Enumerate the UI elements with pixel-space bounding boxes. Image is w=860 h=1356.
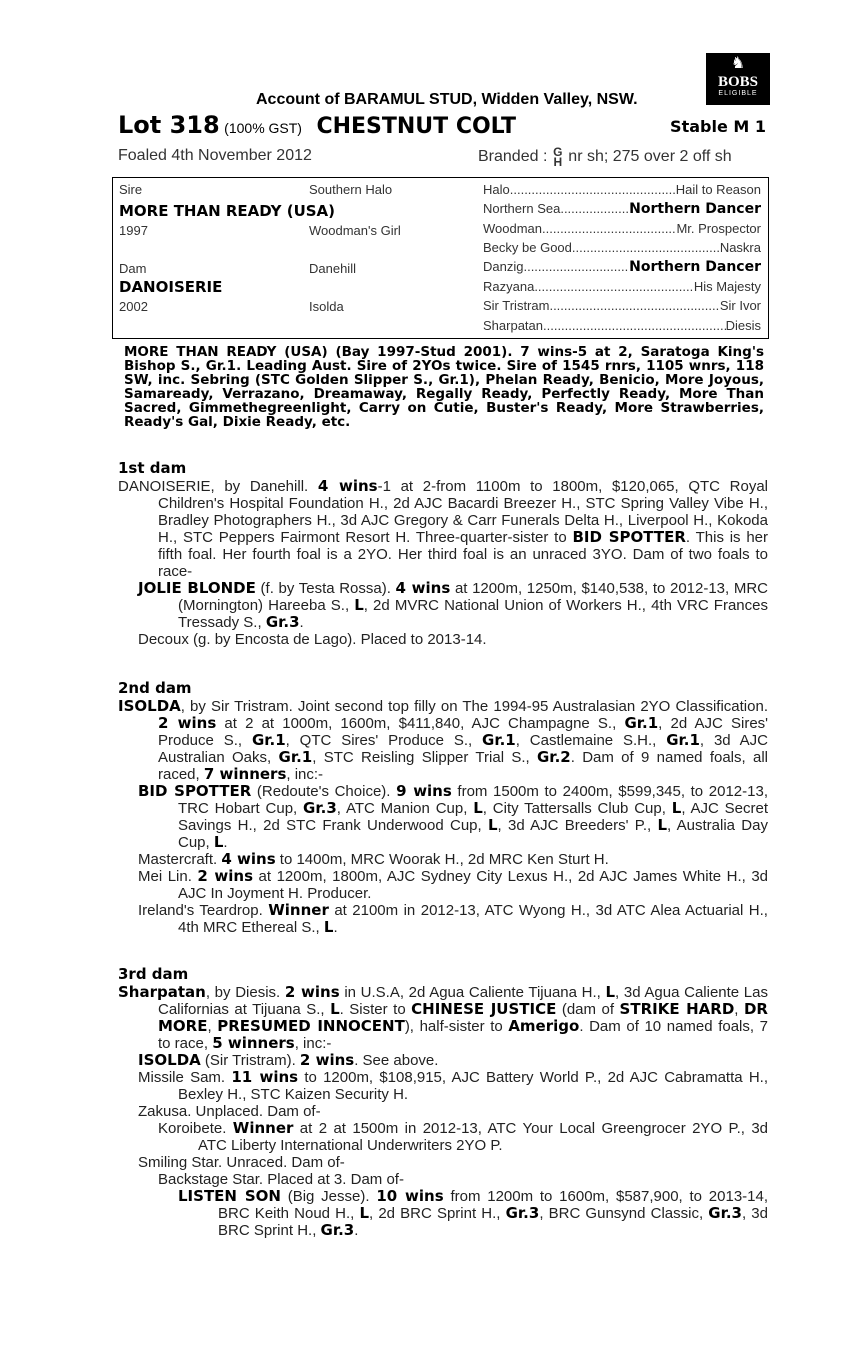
dam-year: 2002 xyxy=(119,299,148,314)
second-dam-section xyxy=(118,680,768,936)
stable-location: Stable M 1 xyxy=(670,117,766,136)
progeny-record: Koroibete. Winner at 2 at 1500m in 2012-13, ATC Your Local Greengrocer 2YO P., 3d ATC Liberty International Underwriters 2YO P. xyxy=(158,1119,769,1154)
pedigree-row: Sir Tristram ..... Sir Ivor xyxy=(483,298,761,313)
progeny-record: Missile Sam. 11 wins to 1200m, $108,915, AJC Battery World P., 2d AJC Cabramatta H., Bexley H., STC Kaizen Security H. xyxy=(138,1068,768,1103)
section-heading: 1st dam xyxy=(118,459,187,477)
progeny-record: BID SPOTTER (Redoute's Choice). 9 wins from 1500m to 2400m, $599,345, to 2012-13, TRC Hobart Cup, Gr.3, ATC Manion Cup, L, City Tattersalls Club Cup, L, AJC Secret Savings H., 2d STC Frank Underwood Cup, L, 3d AJC Breeders' P., L, Australia Day Cup, L. xyxy=(138,782,769,851)
gst-note: (100% GST) xyxy=(224,120,302,136)
progeny-record: Zakusa. Unplaced. Dam of- xyxy=(138,1103,321,1120)
pedigree-row: Sharpatan ..... Diesis xyxy=(483,318,761,333)
pedigree-row: Razyana ..... His Majesty xyxy=(483,279,761,294)
progeny-record: Decoux (g. by Encosta de Lago). Placed to 2013-14. xyxy=(138,631,487,648)
sire-label: Sire xyxy=(119,182,143,197)
brand-description: Branded : G H nr sh; 275 over 2 off sh xyxy=(478,145,732,169)
sire-dam: Woodman's Girl xyxy=(309,223,401,238)
progeny-record: JOLIE BLONDE (f. by Testa Rossa). 4 wins at 1200m, 1250m, $140,538, to 2012-13, MRC (Mornington) Hareeba S., L, 2d MVRC National Union of Workers H., 4th VRC Frances Tressady S., Gr.3. xyxy=(138,579,768,631)
dam-record: DANOISERIE, by Danehill. 4 wins-1 at 2-from 1100m to 1800m, $120,065, QTC Royal Children's Hospital Foundation H., 2d AJC Bacardi Breezer H., STC Spring Valley Vibe H., Bradley Photographers H., 3d AJC Gregory & Carr Funerals Delta H., Liverpool H., Kokoda H., STC Peppers Fairmont Resort H. Three-quarter-sister to BID SPOTTER. This is her fifth foal. Her fourth foal is a 2YO. Her third foal is an unraced 3YO. Dam of two foals to race- xyxy=(118,477,769,580)
sire-year: 1997 xyxy=(119,223,148,238)
pedigree-row: Woodman ..... Mr. Prospector xyxy=(483,221,761,236)
sire-summary: MORE THAN READY (USA) (Bay 1997-Stud 2001). 7 wins-5 at 2, Saratoga King's Bishop S., Gr.1. Leading Aust. Sire of 2YOs twice. Sire of 1545 rnrs, 1105 wnrs, 118 SW, inc. Sebring (STC Golden Slipper S., Gr.1), Phelan Ready, Benicio, More Joyous, Samaready, Verrazano, Dreamaway, Regally Ready, Perfectly Ready, More Than Sacred, Gimmethegreenlight, Carry on Cutie, Buster's Ready, More Strawberries, Ready's Gal, Dixie Ready, etc. xyxy=(124,344,764,430)
foaled-date: Foaled 4th November 2012 xyxy=(118,147,312,164)
dam-name: DANOISERIE xyxy=(119,278,223,296)
vendor-account: Account of BARAMUL STUD, Widden Valley, NSW. xyxy=(256,91,638,108)
progeny-record: Backstage Star. Placed at 3. Dam of- xyxy=(158,1171,404,1188)
section-heading: 3rd dam xyxy=(118,965,189,983)
pedigree-row: Northern Sea ..... Northern Dancer xyxy=(483,201,761,217)
progeny-record: Smiling Star. Unraced. Dam of- xyxy=(138,1154,345,1171)
dam-dam: Isolda xyxy=(309,299,344,314)
third-dam-section xyxy=(118,966,768,1239)
dam-label: Dam xyxy=(119,261,147,276)
progeny-record: Ireland's Teardrop. Winner at 2100m in 2012-13, ATC Wyong H., 3d ATC Alea Actuarial H., 4th MRC Ethereal S., L. xyxy=(138,901,768,936)
pedigree-table xyxy=(112,177,769,339)
sire-name: MORE THAN READY (USA) xyxy=(119,202,336,220)
lot-number: Lot 318 xyxy=(118,111,220,139)
dam-record: Sharpatan, by Diesis. 2 wins in U.S.A, 2d Agua Caliente Tijuana H., L, 3d Agua Caliente Las Californias at Tijuana S., L. Sister to CHINESE JUSTICE (dam of STRIKE HARD, DR MORE, PRESUMED INNOCENT), half-sister to Amerigo. Dam of 10 named foals, 7 to race, 5 winners, inc:- xyxy=(118,983,768,1052)
brand-mark-icon: G H xyxy=(553,145,563,169)
progeny-record: ISOLDA (Sir Tristram). 2 wins. See above. xyxy=(138,1051,439,1069)
pedigree-row: Becky be Good ..... Naskra xyxy=(483,240,761,255)
progeny-record: Mei Lin. 2 wins at 1200m, 1800m, AJC Sydney City Lexus H., 2d AJC James White H., 3d AJC In Joyment H. Producer. xyxy=(138,867,769,902)
pedigree-row: Halo ..... Hail to Reason xyxy=(483,182,761,197)
sire-sire: Southern Halo xyxy=(309,182,393,197)
bobs-eligible-logo: ♞ BOBS ELIGIBLE xyxy=(706,53,770,105)
horse-icon: ♞ xyxy=(730,55,746,72)
dam-sire: Danehill xyxy=(309,261,356,276)
progeny-record: LISTEN SON (Big Jesse). 10 wins from 1200m to 1600m, $587,900, to 2013-14, BRC Keith Noud H., L, 2d BRC Sprint H., Gr.3, BRC Gunsynd Classic, Gr.3, 3d BRC Sprint H., Gr.3. xyxy=(178,1187,769,1239)
section-heading: 2nd dam xyxy=(118,679,192,697)
dam-record: ISOLDA, by Sir Tristram. Joint second top filly on The 1994-95 Australasian 2YO Classification. 2 wins at 2 at 1000m, 1600m, $411,840, AJC Champagne S., Gr.1, 2d AJC Sires' Produce S., Gr.1, QTC Sires' Produce S., Gr.1, Castlemaine S.H., Gr.1, 3d AJC Australian Oaks, Gr.1, STC Reisling Slipper Trial S., Gr.2. Dam of 9 named foals, all raced, 7 winners, inc:- xyxy=(118,697,769,783)
lot-description: CHESTNUT COLT xyxy=(316,114,517,139)
first-dam-section xyxy=(118,460,768,648)
pedigree-row: Danzig ..... Northern Dancer xyxy=(483,259,761,275)
lot-heading xyxy=(118,111,766,139)
progeny-record: Mastercraft. 4 wins to 1400m, MRC Woorak H., 2d MRC Ken Sturt H. xyxy=(138,850,609,868)
